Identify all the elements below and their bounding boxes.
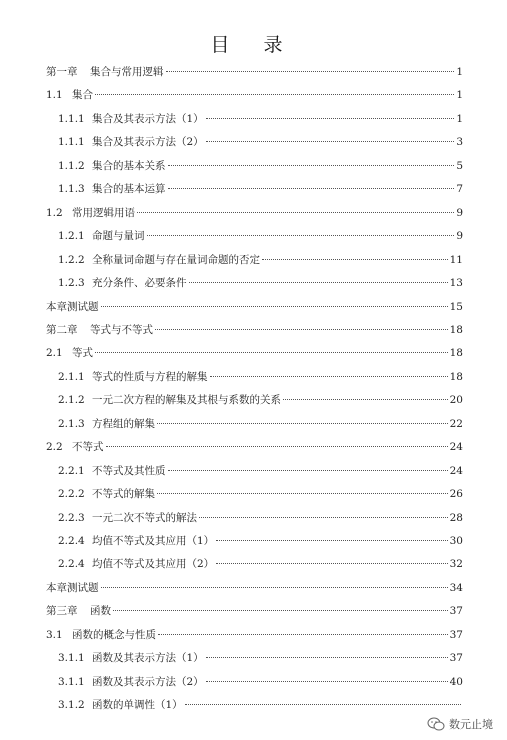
toc-entry-page: 5	[456, 159, 463, 172]
dot-leader	[210, 375, 448, 377]
dot-leader	[168, 469, 448, 471]
toc-entry-number: 3.1.1	[58, 652, 85, 665]
toc-entry[interactable]	[46, 603, 463, 619]
toc-entry-label: 等式的性质与方程的解集	[92, 370, 208, 383]
toc-entry-label: 函数	[90, 605, 111, 618]
wechat-icon	[427, 717, 445, 731]
toc-entry[interactable]	[58, 134, 463, 150]
dot-leader	[95, 93, 454, 95]
toc-entry-page: 18	[449, 370, 463, 383]
toc-entry-label: 不等式及其性质	[92, 464, 166, 477]
toc-entry-label: 集合及其表示方法（2）	[92, 136, 204, 149]
toc-entry-label: 集合	[72, 89, 93, 102]
dot-leader	[189, 281, 448, 283]
dot-leader	[101, 586, 448, 588]
toc-entry-number: 1.1.2	[58, 159, 85, 172]
toc-entry[interactable]	[46, 580, 463, 596]
dot-leader	[199, 516, 448, 518]
dot-leader	[206, 140, 455, 142]
dot-leader	[147, 234, 455, 236]
toc-entry-number: 2.2.2	[58, 488, 85, 501]
toc-entry[interactable]	[58, 650, 463, 666]
dot-leader	[155, 328, 448, 330]
toc-entry[interactable]	[58, 181, 463, 197]
toc-entry-page: 13	[449, 277, 463, 290]
dot-leader	[216, 562, 447, 564]
toc-entry-number: 3.1	[46, 628, 63, 641]
toc-entry-number: 1.2.3	[58, 277, 85, 290]
toc-entry-page: 37	[449, 605, 463, 618]
toc-entry-number: 1.2	[46, 206, 63, 219]
toc-entry-number: 3.1.2	[58, 699, 85, 712]
toc-entry-page: 11	[449, 253, 463, 266]
toc-entry-page: 37	[449, 652, 463, 665]
toc-entry[interactable]	[58, 228, 463, 244]
toc-entry[interactable]	[58, 486, 463, 502]
toc-entry-number: 1.2.2	[58, 253, 85, 266]
toc-entry[interactable]	[46, 627, 463, 643]
toc-entry-label: 命题与量词	[92, 230, 145, 243]
toc-entry-page: 37	[449, 628, 463, 641]
toc-entry-number: 1.1.1	[58, 136, 85, 149]
toc-entry-number: 1.1	[46, 89, 63, 102]
toc-entry-number: 3.1.1	[58, 675, 85, 688]
toc-entry[interactable]	[46, 299, 463, 315]
toc-entry-number: 2.1.3	[58, 417, 85, 430]
toc-entry[interactable]	[58, 510, 463, 526]
toc-entry[interactable]	[46, 87, 463, 103]
dot-leader	[185, 703, 461, 705]
toc-entry[interactable]	[58, 697, 463, 713]
toc-entry-label: 等式与不等式	[90, 323, 153, 336]
toc-entry-page: 15	[449, 300, 463, 313]
dot-leader	[283, 398, 448, 400]
toc-entry[interactable]	[58, 533, 463, 549]
toc-entry-number: 1.2.1	[58, 230, 85, 243]
toc-entry-label: 函数及其表示方法（2）	[92, 675, 204, 688]
toc-entry-label: 方程组的解集	[92, 417, 155, 430]
toc-entry-number: 2.1.2	[58, 394, 85, 407]
toc-entry-label: 不等式的解集	[92, 488, 155, 501]
watermark	[427, 716, 493, 732]
toc-entry[interactable]	[58, 369, 463, 385]
toc-entry[interactable]	[46, 64, 463, 80]
toc-entry-label: 集合与常用逻辑	[90, 66, 164, 78]
toc-entry-page: 24	[449, 441, 463, 454]
toc-entry[interactable]	[58, 158, 463, 174]
toc-entry-page: 40	[449, 675, 463, 688]
toc-entry-number: 2.1	[46, 347, 63, 360]
toc-entry-page: 30	[449, 535, 463, 547]
dot-leader	[166, 70, 455, 72]
toc-entry-number: 2.2.4	[58, 535, 85, 547]
toc-entry-page: 18	[449, 323, 463, 336]
toc-entry-page: 1	[456, 112, 463, 125]
dot-leader	[206, 117, 455, 119]
toc-entry[interactable]	[46, 439, 463, 455]
toc-entry[interactable]	[58, 416, 463, 432]
toc-entry[interactable]	[58, 275, 463, 291]
toc-entry-page: 34	[449, 581, 463, 594]
toc-entry-page: 32	[449, 558, 463, 571]
toc-entry-label: 一元二次不等式的解法	[92, 511, 197, 524]
toc-entry-number: 第三章	[46, 605, 78, 618]
toc-entry-page: 20	[449, 394, 463, 407]
dot-leader	[106, 445, 448, 447]
toc-entry-label: 一元二次方程的解集及其根与系数的关系	[92, 394, 281, 407]
toc-entry[interactable]	[46, 322, 463, 338]
toc-entry-label: 不等式	[72, 441, 104, 454]
toc-entry-page: 28	[449, 511, 463, 524]
toc-entry-label: 常用逻辑用语	[72, 206, 135, 219]
toc-entry-number: 1.1.3	[58, 183, 85, 196]
toc-entry[interactable]	[46, 205, 463, 221]
dot-leader	[101, 305, 448, 307]
toc-entry-number: 2.2	[46, 441, 63, 454]
dot-leader	[216, 539, 447, 541]
watermark-text: 数元止境	[449, 718, 493, 731]
toc-entry[interactable]	[58, 674, 463, 690]
toc-entry-label: 函数及其表示方法（1）	[92, 652, 204, 665]
toc-entry-number: 2.1.1	[58, 370, 85, 383]
dot-leader	[262, 258, 448, 260]
dot-leader	[113, 609, 448, 611]
toc-entry[interactable]	[58, 463, 463, 479]
toc-entry-page: 26	[449, 488, 463, 501]
toc-entry-number: 2.2.4	[58, 558, 85, 571]
toc-entry-label: 本章测试题	[46, 581, 99, 594]
toc-entry-label: 本章测试题	[46, 300, 99, 313]
dot-leader	[157, 422, 448, 424]
toc-entry-page: 18	[449, 347, 463, 360]
toc-entry-number: 第一章	[46, 66, 78, 78]
dot-leader	[206, 680, 448, 682]
toc-entry-label: 集合及其表示方法（1）	[92, 112, 204, 125]
dot-leader	[168, 187, 455, 189]
toc-entry-page: 1	[456, 66, 463, 78]
toc-entry-label: 等式	[72, 347, 93, 360]
toc-entry-number: 2.2.3	[58, 511, 85, 524]
dot-leader	[158, 633, 448, 635]
toc-entry-label: 均值不等式及其应用（2）	[92, 558, 215, 571]
toc-entry[interactable]	[46, 345, 463, 361]
dot-leader	[206, 656, 448, 658]
toc-entry-page: 1	[456, 89, 463, 102]
toc-entry-label: 集合的基本关系	[92, 159, 166, 172]
toc-entry-label: 函数的概念与性质	[72, 628, 156, 641]
toc-entry-page: 7	[456, 183, 463, 196]
toc-entry-page: 3	[456, 136, 463, 149]
toc-entry-number: 1.1.1	[58, 112, 85, 125]
toc-entry-page: 24	[449, 464, 463, 477]
toc-entry-page: 9	[456, 230, 463, 243]
toc-entry[interactable]	[58, 111, 463, 127]
toc-entry[interactable]	[58, 556, 463, 572]
toc-entry-label: 充分条件、必要条件	[92, 277, 187, 290]
toc-entry[interactable]	[58, 392, 463, 408]
toc-entry-number: 第二章	[46, 323, 78, 336]
dot-leader	[137, 211, 454, 213]
toc-entry-label: 函数的单调性（1）	[92, 699, 183, 712]
dot-leader	[95, 351, 448, 353]
toc-entry-label: 全称量词命题与存在量词命题的否定	[92, 253, 260, 266]
toc-entry-page: 9	[456, 206, 463, 219]
toc-entry-number: 2.2.1	[58, 464, 85, 477]
dot-leader	[157, 492, 448, 494]
dot-leader	[168, 164, 455, 166]
toc-entry-label: 集合的基本运算	[92, 183, 166, 196]
toc-entry[interactable]	[58, 252, 463, 268]
page-title: 目 录	[210, 34, 297, 56]
toc-entry-page: 22	[449, 417, 463, 430]
toc-entry-label: 均值不等式及其应用（1）	[92, 535, 215, 547]
